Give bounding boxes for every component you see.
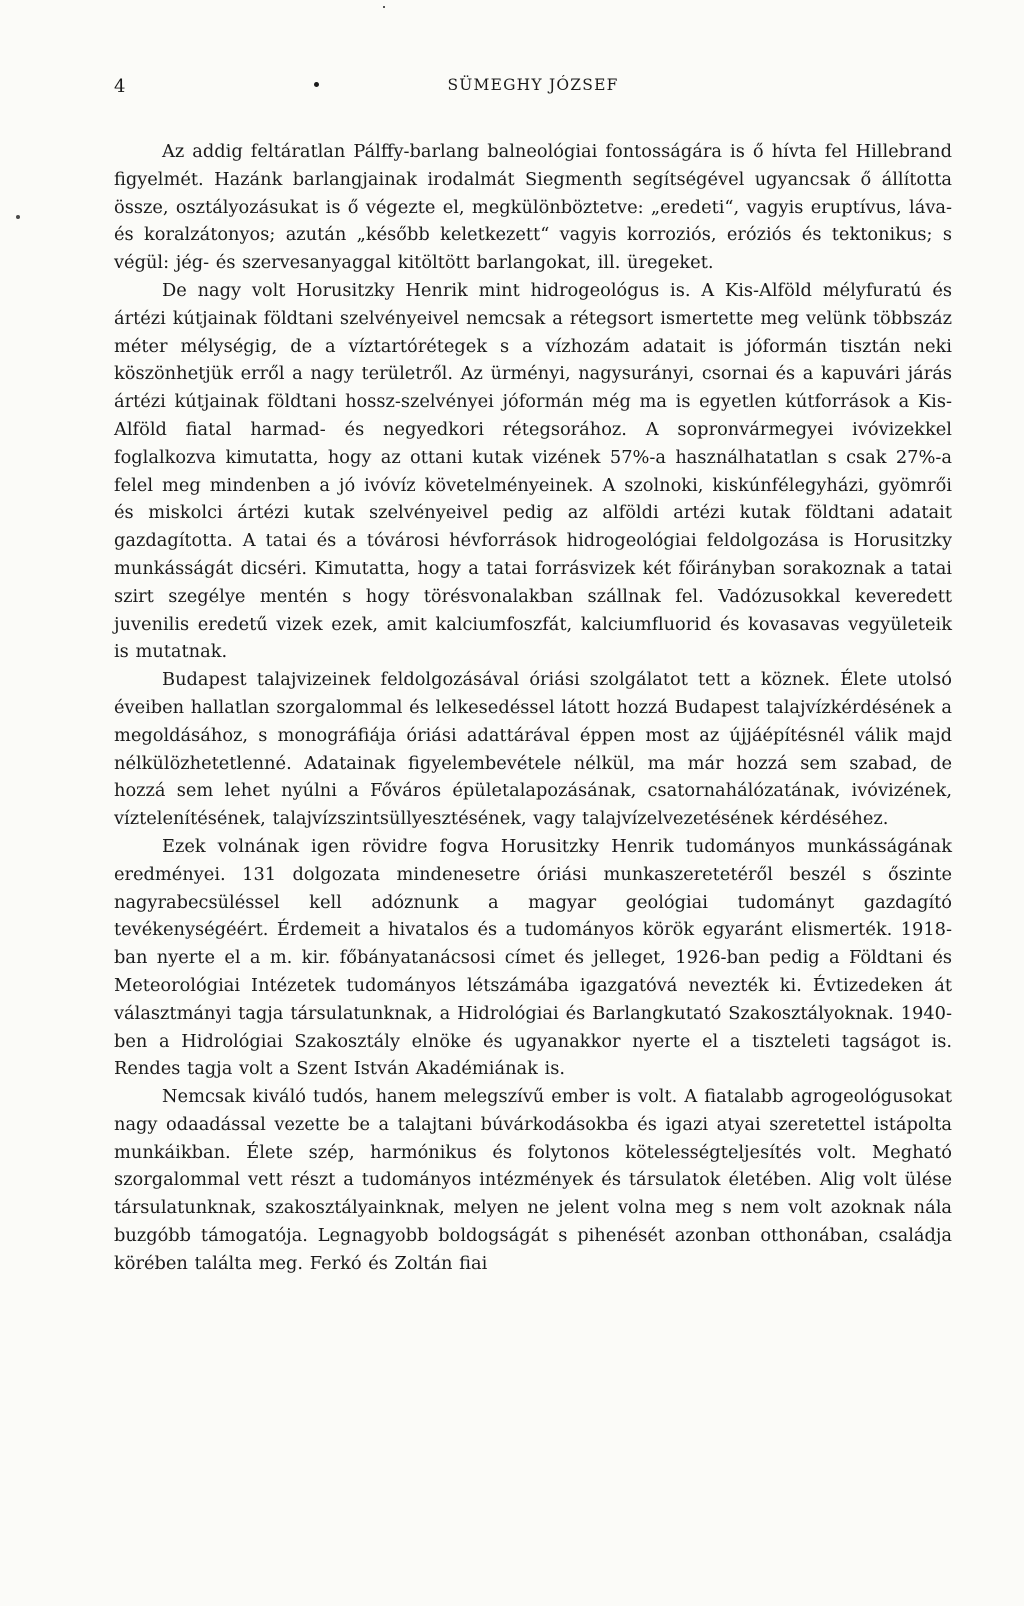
body-text [114,138,952,1278]
paragraph: Ezek volnának igen rövidre fogva Horusitzky Henrik tudományos munkásságának eredményei. 131 dolgozata mindenesetre óriási munkaszeretetéről beszél s őszinte nagyrabecsüléssel kell adóznunk a magyar geológiai tudományt gazdagító tevékenységéért. Érdemeit a hivatalos és a tudományos körök egyaránt elismerték. 1918-ban nyerte el a m. kir. főbányatanácsosi címet és jelleget, 1926-ban pedig a Földtani és Meteorológiai Intézetek tudományos létszámába igazgatóvá nevezték ki. Évtizedeken át választmányi tagja társulatunknak, a Hidrológiai és Barlangkutató Szakosztályoknak. 1940-ben a Hidrológiai Szakosztály elnöke és ugyanakkor nyerte el a tiszteleti tagságot is. Rendes tagja volt a Szent István Akadémiának is. [114,835,952,1080]
margin-mark [16,215,20,219]
scan-speck [383,6,385,8]
page-header [114,76,952,106]
paragraph: Az addig feltáratlan Pálffy-barlang balneológiai fontosságára is ő hívta fel Hillebrand figyelmét. Hazánk barlangjainak irodalmát Siegmenth segítségével ugyancsak ő állította össze, osztályozásukat is ő végezte el, megkülönböztetve: „eredeti“, vagyis eruptívus, láva- és koralzátonyos; azután „később keletkezett“ vagyis korroziós, eróziós és tektonikus; s végül: jég- és szervesanyaggal kitöltött barlangokat, ill. üregeket. [114,141,952,274]
paragraph: Nemcsak kiváló tudós, hanem melegszívű ember is volt. A fiatalabb agrogeológusokat nagy odaadással vezette be a talajtani búvárkodásokba és igazi atyai szeretettel istápolta munkáikban. Élete szép, harmónikus és folytonos kötelességteljesítés volt. Megható szorgalommal vett részt a tudományos intézmények és társulatok életében. Alig volt ülése társulatunknak, szakosztályainknak, melyen ne jelent volna meg s nem volt azoknak nála buzgóbb támogatója. Legnagyobb boldogságát s pihenését azonban otthonában, családja körében találta meg. Ferkó és Zoltán fiai [114,1086,952,1274]
paragraph: Budapest talajvizeinek feldolgozásával óriási szolgálatot tett a köznek. Élete utolsó éveiben hallatlan szorgalommal és lelkesedéssel látott hozzá Budapest talajvízkérdésének a megoldásához, s monográfiája óriási adattárával éppen most az újjáépítésnél válik majd nélkülözhetetlenné. Adatainak figyelembevétele nélkül, ma már hozzá sem szabad, de hozzá sem lehet nyúlni a Főváros épületalapozásának, csatornahálózatának, ivóvizének, víztelenítésének, talajvízszintsüllyesztésének, vagy talajvízelvezetésének kérdéséhez. [114,669,952,830]
paragraph: De nagy volt Horusitzky Henrik mint hidrogeológus is. A Kis-Alföld mélyfuratú és ártézi kútjainak földtani szelvényeivel nemcsak a rétegsort ismertette meg velünk többszáz méter mélységig, de a víztartórétegek s a vízhozám adatait is jóformán tisztán neki köszönhetjük erről a nagy területről. Az ürményi, nagysurányi, csornai és a kapuvári járás ártézi kútjainak földtani hossz-szelvényei jóformán még ma is egyetlen kútforrások a Kis-Alföld fiatal harmad- és negyedkori rétegsorához. A sopronvármegyei ivóvizekkel foglalkozva kimutatta, hogy az ottani kutak vizének 57%-a használhatatlan s csak 27%-a felel meg mindenben a jó ivóvíz követelményeinek. A szolnoki, kiskúnfélegyházi, gyömrői és miskolci ártézi kutak szelvényeivel pedig az alföldi artézi kutak földtani adatait gazdagította. A tatai és a tóvárosi hévforrások hidrogeológiai feldolgozása is Horusitzky munkásságát dicséri. Kimutatta, hogy a tatai forrásvizek két főirányban sorakoznak a tatai szirt szegélye mentén s hogy törésvonalakban szállnak fel. Vadózusokkal keveredett juvenilis eredetű vizek ezek, amit kalciumfoszfát, kalciumfluorid és kovasavas vegyületeik is mutatnak. [114,279,952,663]
running-head: SÜMEGHY JÓZSEF [447,76,619,94]
page-number: 4 [114,76,126,97]
